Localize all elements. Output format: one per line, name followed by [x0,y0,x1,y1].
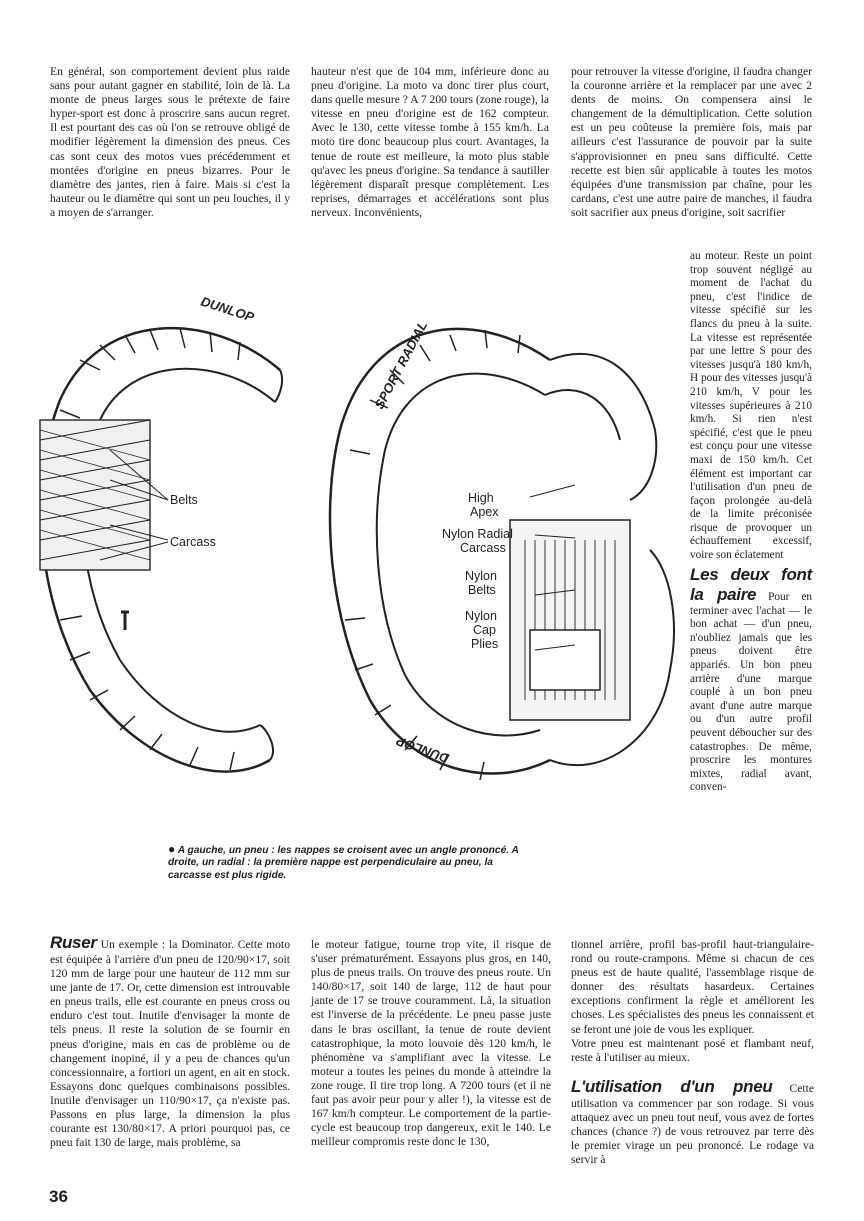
article-column-2 [311,65,549,220]
section-heading-paire: Les deux font la paire [690,564,812,604]
figure-caption [168,843,528,882]
article-column-5 [311,938,551,1149]
paragraph: Un exemple : la Dominator. Cette moto est équipée à l'arrière d'un pneu de 120/90×17, soit 120 mm de large pour une hauteur de 112 mm sur une jante de 17. Or, cette dimension est introuvable en pneus trails, elle est courante en pneus cross ou enduro c'est tout. Inutile d'envisager la monte de tels pneus. Il reste la solution de se fournir en pneus d'origine, mais en cas de problème ou de changement inopiné, il y a peu de chances qu'un concessionnaire, a fortiori un agent, en ait en stock. Essayons donc quelques combinaisons possibles. Inutile d'envisager un 110/90×17, ça n'existe pas. Passons en plus large, la dimension la plus courante est 130/80×17. A priori pourquoi pas, ce pneu fait 130 de large, mais problème, sa [50,938,290,1150]
section-heading-utilisation: L'utilisation d'un pneu [571,1076,773,1096]
tyre-cutaway-illustration [30,290,690,830]
paragraph: tionnel arrière, profil bas-profil haut-triangulaire-rond ou route-crampons. Même si chacun de ces pneus est de haute qualité, l'assemblage risque de donner des résultats hasardeux. Certaines exceptions confirment la règle et améliorent les choses. Les spécialistes des pneus les connaissent et se feront une joie de vous les expliquer. [571,938,814,1036]
label-high: High [468,491,494,505]
brand-dunlop-2: DUNLOP [394,733,452,767]
label-nylon-radial: Nylon Radial [442,527,513,541]
paragraph: En général, son comportement devient plus raide sans pour autant gagner en stabilité, loin de là. La monte de pneus larges sous le prétexte de faire hyper-sport est donc à proscrire sans aucun regret. Il est pourtant des cas où l'on se retrouve obligé de modifier légèrement la dimension des pneus. Ces cas sont ceux des motos vues précédemment et montées d'origine en pneus bizarres. Pour le diamètre des jantes, rien à faire. Mais si c'est la hauteur ou le diamètre qui sont un peu louches, il y a moyen de s'arranger. [50,65,290,219]
paragraph: pour retrouver la vitesse d'origine, il faudra changer la couronne arrière et la remplacer par une avec 2 dents de moins. On compensera ainsi le changement de la démultiplication. Cette solution est un peu coûteuse la première fois, mais par ailleurs c'est l'assurance de pouvoir par la suite s'approvisionner en pneu sans difficulté. Cette recette est bien sûr applicable à toutes les motos équipées d'une transmission par chaîne, pour les cardans, c'est une autre paire de manches, il faudra soit sacrifier aux pneus d'origine, soit sacrifier [571,65,812,219]
label-nylon-2: Nylon [465,609,497,623]
article-column-4 [50,933,290,1150]
paragraph: le moteur fatigue, tourne trop vite, il risque de s'user prématurément. Essayons plus gros, en 140, plus de pneus trails. On trouve des pneus route. Un 140/80×17, soit 140 de large, 112 de haut pour jante de 17 se trouve couramment. Là, la situation est l'inverse de la précédente. Le pneu passe juste dans le bras oscillant, la tenue de route devient catastrophique, la moto louvoie dès 120 km/h, le phénomène va s'amplifiant avec la vitesse. Le moteur a toutes les peines du monde à atteindre la zone rouge. Il tire trop long. A 7200 tours (et il ne faut pas avoir peur pour y aller !), la vitesse est de 167 km/h compteur. Le comportement de la partie-cycle est beaucoup trop dangereux, exit le 140. Le meilleur compromis reste donc le 130, [311,938,551,1149]
paragraph: Votre pneu est maintenant posé et flambant neuf, reste à l'utiliser au mieux. [571,1036,814,1064]
brand-sport-radial: SPORT RADIAL [371,318,431,412]
page-number: 36 [49,1187,68,1206]
section-ruser [50,933,290,1150]
section-utilisation [571,1077,814,1167]
label-belts-2: Belts [468,583,496,597]
article-column-3-narrow [690,250,812,795]
label-belts: Belts [170,493,198,507]
label-carcass: Carcass [170,535,216,549]
paragraph: hauteur n'est que de 104 mm, inférieure donc au pneu d'origine. La moto va donc tirer plus court, dans quelle mesure ? A 7 200 tours (zone rouge), la vitesse en pneu d'origine est de 162 compteur. Avec le 130, cette vitesse tombe à 155 km/h. La moto tire donc beaucoup plus court. Avantages, la tenue de route est meilleure, la moto plus stable qu'avec les pneus d'origine. Sa tendance à sautiller légèrement disparaît presque complètement. Les reprises, démarrages et accélérations sont plus nerveux. Inconvénients, [311,65,549,219]
article-column-1 [50,65,290,220]
label-plies: Plies [471,637,499,651]
label-nylon-1: Nylon [465,569,497,583]
article-column-6 [571,938,814,1167]
paragraph: Pour en terminer avec l'achat — le bon achat — d'un pneu, n'oubliez jamais que les pneus doivent être appariés. Un bon pneu arrière d'une marque couplé à un bon pneu avant d'une autre marque ou d'un autre profil peuvent déboucher sur des catastrophes. De même, proscrire les montures mixtes, radial avant, conven- [690,590,812,794]
label-cap: Cap [473,623,496,637]
paragraph: Cette utilisation va commencer par son rodage. Si vous attaquez avec un pneu tout neuf, vous avez de fortes chances (chance ?) de vous retrouvez par terre dès le premier virage un peu prononcé. Le rodage va servir à [571,1081,814,1167]
label-apex: Apex [470,505,499,519]
brand-dunlop: DUNLOP [199,293,256,325]
section-paire [690,565,812,795]
label-carcass-2: Carcass [460,541,506,555]
article-column-3 [571,65,812,220]
section-heading-ruser: Ruser [50,933,97,952]
caption-text: A gauche, un pneu : les nappes se croisent avec un angle prononcé. A droite, un radial : la première nappe est perpendiculaire au pneu, la carcasse est plus rigide. [168,845,519,881]
bullet-icon: ● [168,842,176,856]
paragraph: au moteur. Reste un point trop souvent négligé au moment de l'achat du pneu, c'est l'indice de vitesse spécifié sur les flancs du pneu à la suite. La vitesse est représentée par une lettre S pour des vitesses jusqu'à 180 km/h, H pour des vitesses jusqu'à 210 km/h, V pour les vitesses supérieures à 210 km/h. Si rien n'est spécifié, c'est que le pneu est conçu pour une vitesse maxi de 150 km/h. Cet élément est important car l'utilisation d'un pneu de façon prolongée au-delà de la limite préconisée risque de provoquer un échauffement excessif, voire son éclatement [690,250,812,562]
